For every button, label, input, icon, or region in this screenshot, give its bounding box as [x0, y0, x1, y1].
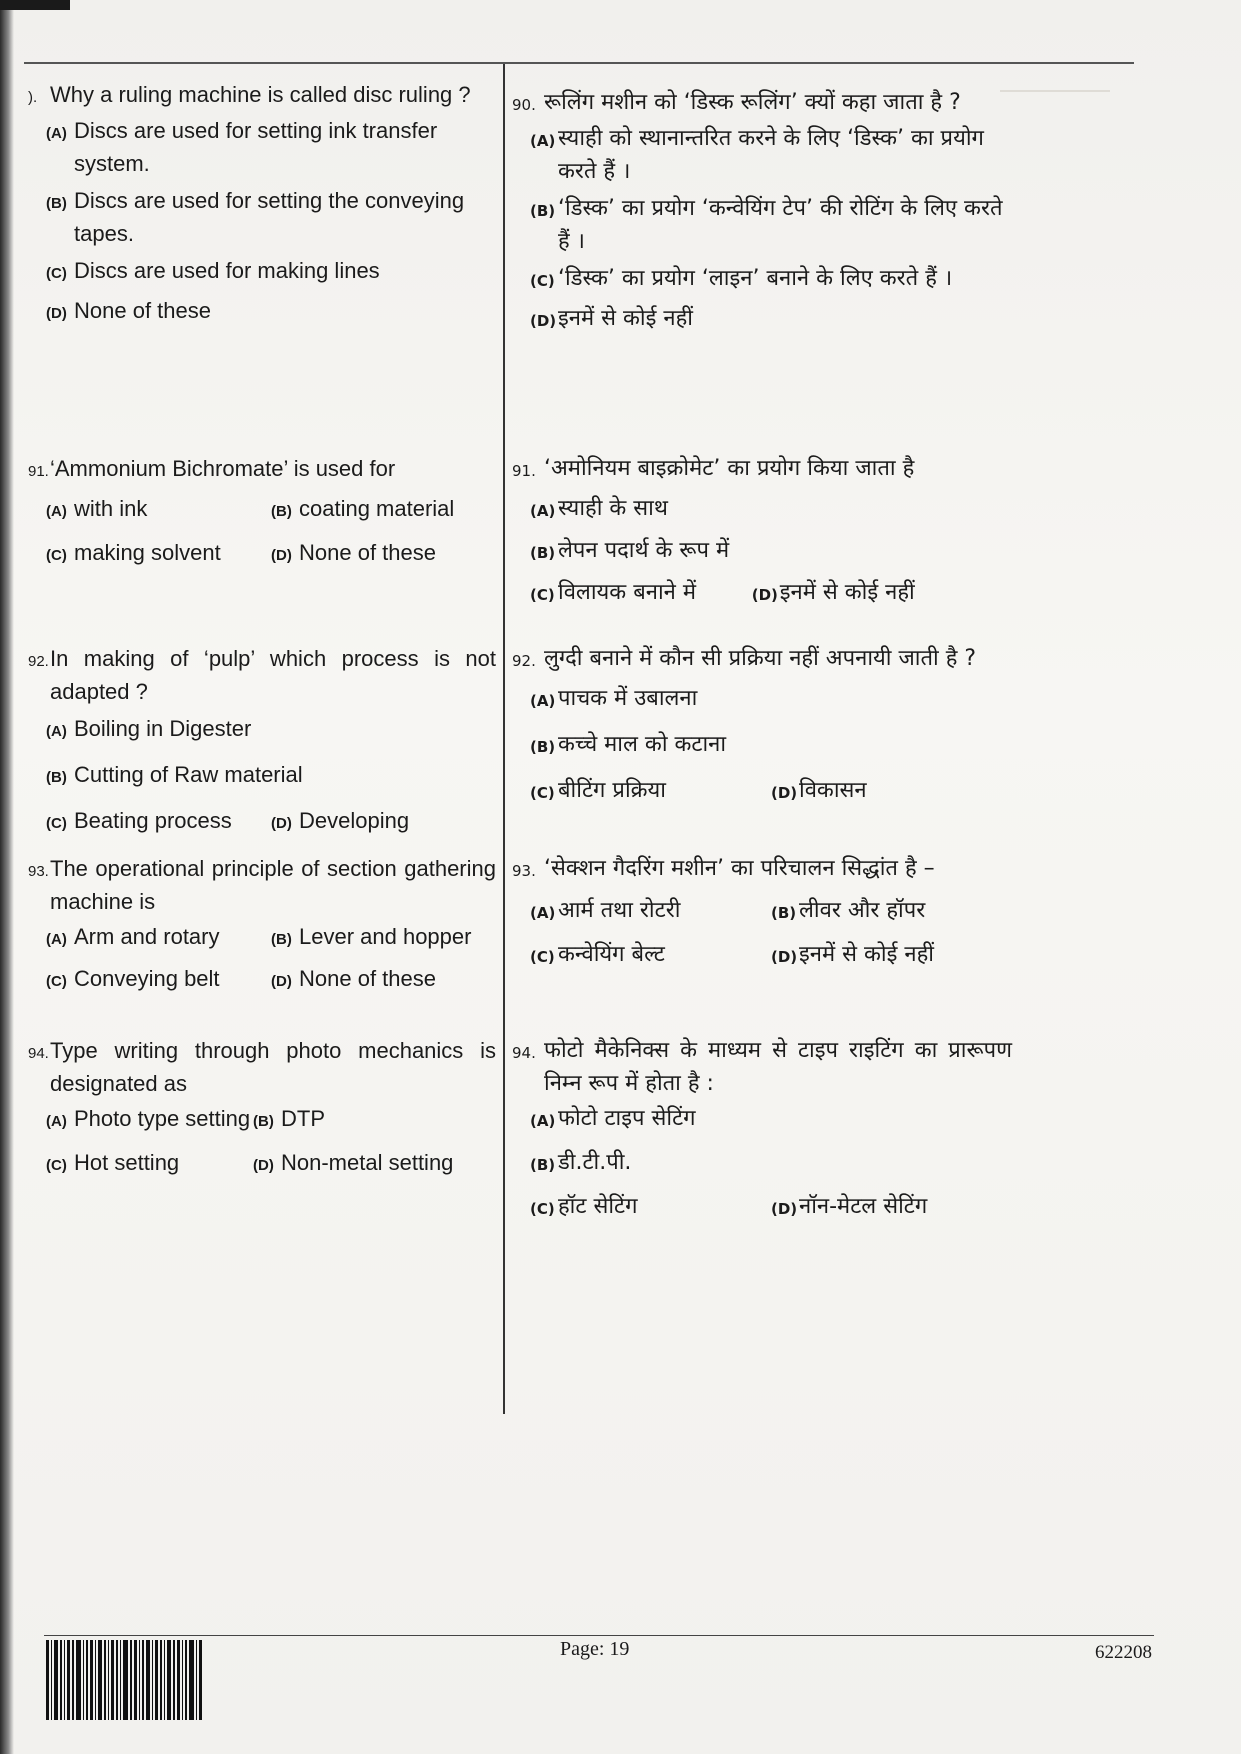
option-label: (B): [271, 931, 292, 948]
page-edge-shadow: [0, 0, 14, 1754]
option-text: Boiling in Digester: [74, 716, 252, 741]
question-text: ‘Ammonium Bichromate’ is used for: [50, 456, 396, 481]
option-label: (C): [46, 815, 67, 832]
option-text: स्याही को स्थानान्तरित करने के लिए ‘डिस्क’ का प्रयोग करते हैं ।: [558, 126, 984, 184]
question-92-hindi: [512, 642, 1012, 810]
option-label: (B): [530, 544, 556, 562]
option-text: स्याही के साथ: [558, 496, 668, 521]
question-number: 91.: [28, 463, 49, 480]
option-label: (C): [46, 1157, 67, 1174]
option-label: (D): [751, 586, 778, 604]
option-text: Non-metal setting: [281, 1150, 454, 1175]
option-text: आर्म तथा रोटरी: [558, 898, 681, 923]
option-text: बीटिंग प्रक्रिया: [558, 778, 666, 803]
option-text: Hot setting: [74, 1150, 180, 1175]
option-text: Arm and rotary: [74, 924, 220, 949]
question-90-hindi: [512, 86, 1012, 338]
option-text: Discs are used for setting the conveying tapes.: [74, 188, 465, 246]
question-94-english: [28, 1034, 496, 1182]
option-label: (B): [530, 202, 556, 220]
option-text: पाचक में उबालना: [558, 686, 698, 711]
question-text: ‘अमोनियम बाइक्रोमेट’ का प्रयोग किया जाता है: [544, 456, 915, 481]
question-90-english: [28, 78, 496, 330]
question-number: 90.: [512, 96, 536, 114]
option-text: नॉन-मेटल सेटिंग: [799, 1194, 928, 1219]
option-text: Discs are used for making lines: [74, 258, 380, 283]
option-label: (D): [253, 1157, 274, 1174]
option-label: (A): [46, 1113, 67, 1130]
option-text: लेपन पदार्थ के रूप में: [558, 538, 730, 563]
option-text: Beating process: [74, 808, 232, 833]
option-text: Lever and hopper: [299, 924, 472, 949]
option-label: (C): [530, 586, 555, 604]
option-label: (A): [530, 904, 556, 922]
option-text: कच्चे माल को कटाना: [558, 732, 727, 757]
option-text: None of these: [74, 298, 211, 323]
question-number: 93.: [28, 863, 49, 880]
option-text: making solvent: [74, 540, 221, 565]
option-text: कन्वेयिंग बेल्ट: [558, 942, 665, 967]
question-number: 92.: [512, 652, 536, 670]
barcode: [46, 1640, 246, 1720]
column-divider: [503, 64, 505, 1414]
option-label: (B): [253, 1113, 274, 1130]
option-label: (A): [46, 125, 67, 142]
option-text: Photo type setting: [74, 1106, 251, 1131]
question-91-english: [28, 452, 496, 572]
option-label: (C): [530, 784, 555, 802]
option-label: (D): [271, 973, 292, 990]
option-label: (A): [530, 502, 556, 520]
option-label: (D): [46, 305, 67, 322]
option-label: (D): [771, 784, 798, 802]
option-label: (D): [271, 547, 292, 564]
bleed-through-mark: [1000, 90, 1110, 92]
option-text: ‘डिस्क’ का प्रयोग ‘लाइन’ बनाने के लिए करते हैं ।: [558, 266, 953, 291]
question-text: फोटो मैकेनिक्स के माध्यम से टाइप राइटिंग का प्रारूपण निम्न रूप में होता है :: [544, 1038, 1012, 1096]
option-text: फोटो टाइप सेटिंग: [558, 1106, 696, 1131]
question-text: ‘सेक्शन गैदरिंग मशीन’ का परिचालन सिद्धांत है –: [544, 856, 935, 881]
option-text: Cutting of Raw material: [74, 762, 303, 787]
option-text: Discs are used for setting ink transfer system.: [74, 118, 438, 176]
option-label: (C): [46, 547, 67, 564]
option-text: Developing: [299, 808, 410, 833]
question-94-hindi: [512, 1034, 1012, 1226]
option-label: (A): [530, 132, 556, 150]
question-text: Type writing through photo mechanics is designated as: [50, 1038, 496, 1096]
question-number: 93.: [512, 862, 536, 880]
option-label: (D): [771, 948, 798, 966]
question-93-english: [28, 852, 496, 998]
header-rule: [24, 62, 1134, 64]
question-text: In making of ‘pulp’ which process is not adapted ?: [50, 646, 496, 704]
option-label: (B): [530, 738, 556, 756]
option-label: (A): [46, 723, 67, 740]
question-93-hindi: [512, 852, 1012, 974]
option-label: (A): [46, 503, 67, 520]
option-text: Conveying belt: [74, 966, 220, 991]
option-text: इनमें से कोई नहीं: [779, 580, 915, 605]
question-number: 94.: [28, 1045, 49, 1062]
option-text: None of these: [299, 966, 436, 991]
option-label: (D): [771, 1200, 798, 1218]
option-label: (C): [46, 973, 67, 990]
question-number: ).: [28, 89, 38, 106]
option-text: विलायक बनाने में: [558, 580, 697, 605]
footer-rule: [44, 1635, 1154, 1636]
option-text: विकासन: [799, 778, 867, 803]
option-label: (B): [530, 1156, 556, 1174]
option-text: ‘डिस्क’ का प्रयोग ‘कन्वेयिंग टेप’ की रोटिंग के लिए करते हैं ।: [558, 196, 1003, 254]
option-label: (B): [46, 769, 67, 786]
option-label: (B): [271, 503, 292, 520]
paper-code: 622208: [1095, 1642, 1152, 1663]
option-label: (A): [46, 931, 67, 948]
option-text: इनमें से कोई नहीं: [799, 942, 935, 967]
question-number: 92.: [28, 653, 49, 670]
question-text: रूलिंग मशीन को ‘डिस्क रूलिंग’ क्यों कहा जाता है ?: [544, 90, 961, 115]
question-text: The operational principle of section gathering machine is: [50, 856, 496, 914]
option-text: डी.टी.पी.: [558, 1150, 632, 1175]
option-label: (C): [530, 1200, 555, 1218]
option-label: (A): [530, 1112, 556, 1130]
option-label: (C): [46, 265, 67, 282]
option-text: लीवर और हॉपर: [799, 898, 926, 923]
option-label: (A): [530, 692, 556, 710]
option-label: (D): [271, 815, 292, 832]
option-text: इनमें से कोई नहीं: [558, 306, 694, 331]
question-92-english: [28, 642, 496, 840]
question-number: 94.: [512, 1044, 536, 1062]
page-corner-mark: [0, 0, 70, 10]
option-label: (C): [530, 948, 555, 966]
option-label: (B): [46, 195, 67, 212]
option-text: None of these: [299, 540, 436, 565]
question-number: 91.: [512, 462, 536, 480]
question-91-hindi: [512, 452, 1012, 612]
option-label: (D): [530, 312, 557, 330]
option-text: DTP: [281, 1106, 325, 1131]
option-text: with ink: [74, 496, 148, 521]
option-label: (C): [530, 272, 555, 290]
page-number: Page: 19: [560, 1638, 630, 1660]
question-text: लुग्दी बनाने में कौन सी प्रक्रिया नहीं अपनायी जाती है ?: [544, 646, 977, 671]
question-text: Why a ruling machine is called disc ruling ?: [50, 82, 471, 107]
option-text: हॉट सेटिंग: [558, 1194, 638, 1219]
option-label: (B): [771, 904, 797, 922]
option-text: coating material: [299, 496, 455, 521]
